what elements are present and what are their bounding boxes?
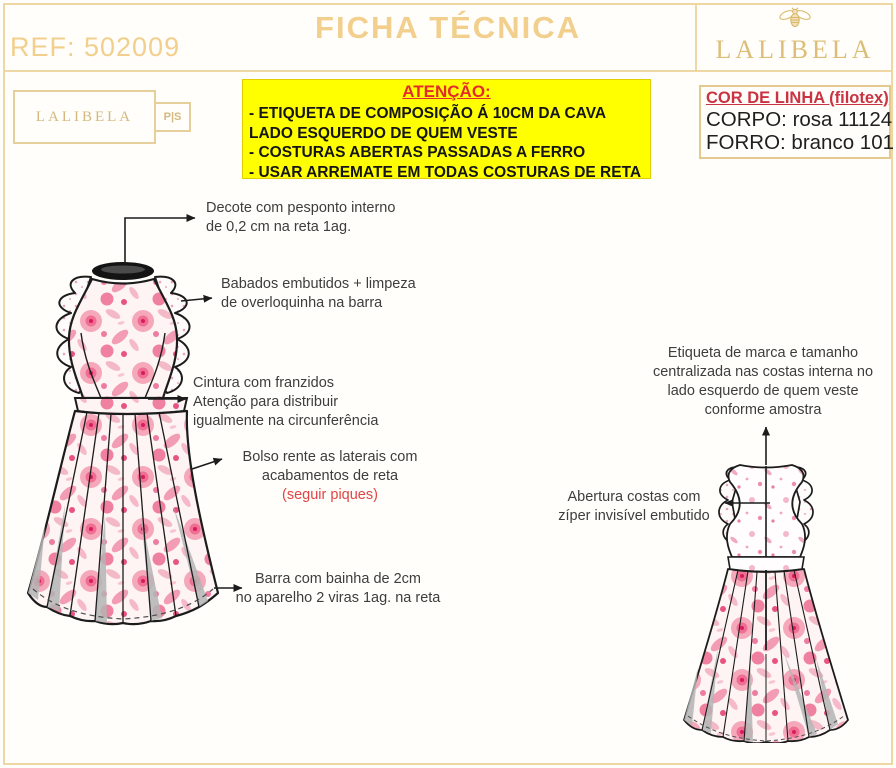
garment-tag xyxy=(13,90,156,144)
thread-body-label: CORPO: xyxy=(706,108,793,131)
thread-color-box xyxy=(699,85,895,159)
reference-number: REF: 502009 xyxy=(10,32,181,62)
attention-line: - COSTURAS ABERTAS PASSADAS A FERRO xyxy=(249,144,586,161)
attention-box xyxy=(242,79,651,179)
brand-logo-box xyxy=(695,5,893,70)
annotation-pocket: Bolso rente as laterais com acabamentos de reta (seguir piques) xyxy=(242,449,418,503)
annotation-hem: Barra com bainha de 2cm no aparelho 2 viras 1ag. na reta xyxy=(235,571,441,606)
attention-line: - ETIQUETA DE COMPOSIÇÃO Á 10CM DA CAVA xyxy=(249,105,607,122)
attention-title: ATENÇÃO: xyxy=(402,82,491,101)
annotation-ruffles: Babados embutidos + limpeza de overloquinha na barra xyxy=(221,276,416,311)
bee-icon xyxy=(778,7,812,29)
annotation-back-opening: Abertura costas com zíper invisível embutido xyxy=(558,489,710,524)
front-dress-illustration xyxy=(25,255,225,630)
attention-line: - USAR ARREMATE EM TODAS COSTURAS DE RETA xyxy=(249,163,642,181)
thread-color-title: COR DE LINHA (filotex) xyxy=(706,89,889,107)
garment-tag-brand: LALIBELA xyxy=(35,108,134,125)
header-divider xyxy=(5,70,891,72)
thread-body-value: rosa 11124 xyxy=(792,108,893,131)
size-tag-label: P|S xyxy=(163,111,182,123)
annotation-back-label: Etiqueta de marca e tamanho centralizada nas costas interna no lado esquerdo de quem veste conforme amostra xyxy=(652,345,874,418)
brand-name: LALIBELA xyxy=(715,35,875,64)
size-tag xyxy=(154,102,191,132)
attention-line: LADO ESQUERDO DE QUEM VESTE xyxy=(249,124,518,142)
annotation-waist: Cintura com franzidos Atenção para distribuir igualmente na circunferência xyxy=(193,375,379,429)
thread-body-row xyxy=(706,108,893,131)
page-title: FICHA TÉCNICA xyxy=(315,10,581,45)
thread-lining-label: FORRO: xyxy=(706,131,792,154)
thread-lining-value: branco 101 xyxy=(791,131,895,154)
thread-lining-row xyxy=(706,131,895,154)
annotation-neckline: Decote com pesponto interno de 0,2 cm na reta 1ag. xyxy=(206,200,396,235)
